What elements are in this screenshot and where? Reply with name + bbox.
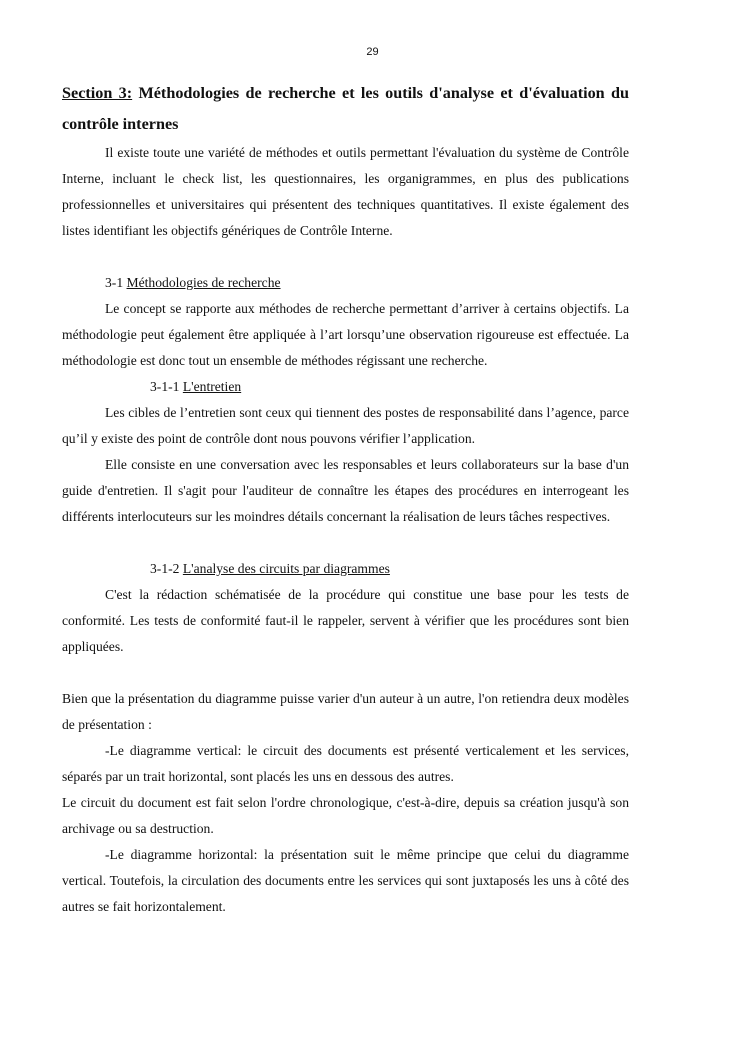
page-content <box>62 78 629 920</box>
spacer <box>62 660 629 686</box>
subsection-3-1-heading <box>62 270 629 296</box>
subsection-number: 3-1-1 <box>150 379 180 394</box>
subsection-3-1-paragraph: Le concept se rapporte aux méthodes de recherche permettant d’arriver à certains objectifs. La méthodologie peut également être appliquée à l’art lorsqu’une observation rigoureuse est effectuée. La méthodologie est donc tout un ensemble de méthodes régissant une recherche. <box>62 301 629 368</box>
section-label: Section 3: <box>62 84 133 102</box>
spacer <box>62 244 629 270</box>
page-number: 29 <box>366 46 379 58</box>
entretien-paragraph-2: Elle consiste en une conversation avec les responsables et leurs collaborateurs sur la base d'un guide d'entretien. Il s'agit pour l'auditeur de connaître les étapes des procédures en interrogeant les différents interlocuteurs sur les moindres détails concernant la réalisation de leurs tâches respectives. <box>62 457 629 524</box>
diagrammes-paragraph-2: Bien que la présentation du diagramme puisse varier d'un auteur à un autre, l'on retiendra deux modèles de présentation : <box>62 691 629 732</box>
entretien-paragraph-1: Les cibles de l’entretien sont ceux qui tiennent des postes de responsabilité dans l’agence, parce qu’il y existe des point de contrôle dont nous pouvons vérifier l’application. <box>62 405 629 446</box>
diagrammes-paragraph-5: -Le diagramme horizontal: la présentation suit le même principe que celui du diagramme vertical. Toutefois, la circulation des documents entre les services qui sont juxtaposés les uns à côté des autres se fait horizontalement. <box>62 847 629 914</box>
subsection-title: L'analyse des circuits par diagrammes <box>182 561 390 576</box>
subsection-title: L'entretien <box>182 379 242 394</box>
subsection-title: Méthodologies de recherche <box>126 275 281 290</box>
subsection-number: 3-1 <box>105 275 124 290</box>
subsection-number: 3-1-2 <box>150 561 180 576</box>
diagrammes-paragraph-4: Le circuit du document est fait selon l'ordre chronologique, c'est-à-dire, depuis sa création jusqu'à son archivage ou sa destruction. <box>62 795 629 836</box>
subsection-3-1-1-heading <box>62 374 629 400</box>
diagrammes-paragraph-3: -Le diagramme vertical: le circuit des documents est présenté verticalement et les services, séparés par un trait horizontal, sont placés les uns en dessous des autres. <box>62 743 629 784</box>
subsection-3-1-2-heading <box>62 556 629 582</box>
spacer <box>62 530 629 556</box>
section-title: Méthodologies de recherche et les outils d'analyse et d'évaluation du contrôle internes <box>62 84 629 133</box>
intro-paragraph: Il existe toute une variété de méthodes et outils permettant l'évaluation du système de Contrôle Interne, incluant le check list, les questionnaires, les organigrammes, en plus des publications professionnelles et universitaires qui présentent des techniques quantitatives. Il existe également des listes identifiant les objectifs génériques de Contrôle Interne. <box>62 145 629 238</box>
section-heading <box>62 78 629 140</box>
diagrammes-paragraph-1: C'est la rédaction schématisée de la procédure qui constitue une base pour les tests de conformité. Les tests de conformité faut-il le rappeler, servent à vérifier que les procédures sont bien appliquées. <box>62 587 629 654</box>
